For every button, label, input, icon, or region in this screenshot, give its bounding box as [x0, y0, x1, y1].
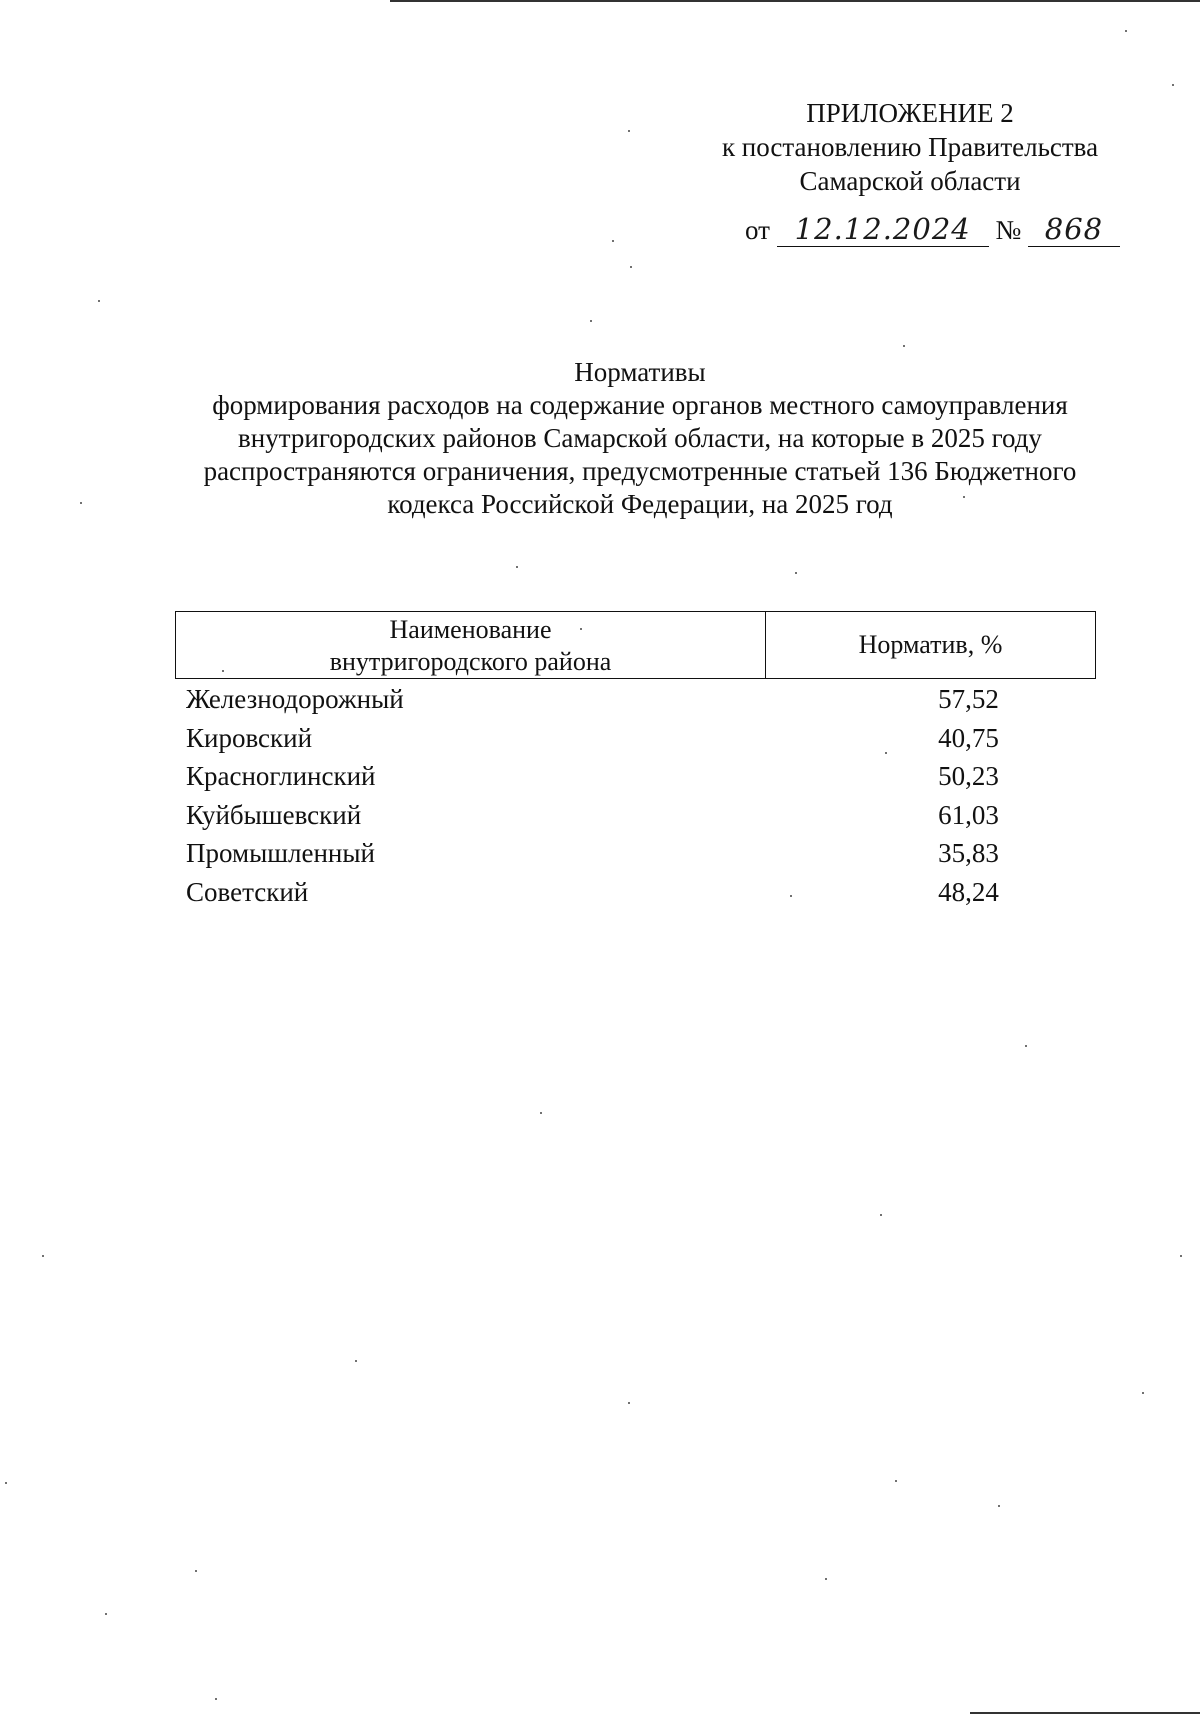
district-name: Кировский	[186, 722, 313, 753]
appendix-header	[680, 96, 1140, 198]
title-line: внутригородских районов Самарской области, на которые в 2025 году	[238, 423, 1042, 453]
district-name: Советский	[186, 876, 309, 907]
header-district-line2: внутригородского района	[329, 647, 612, 676]
table-row	[186, 873, 1096, 912]
district-name: Красноглинский	[186, 761, 376, 791]
document-title	[160, 356, 1120, 521]
title-line: кодекса Российской Федерации, на 2025 год	[387, 489, 893, 519]
title-heading: Нормативы	[574, 357, 706, 387]
header-district-line1: Наименование	[389, 615, 552, 644]
appendix-reference: к постановлению Правительства	[721, 132, 1099, 162]
norm-value: 48,24	[938, 876, 999, 907]
decree-date-line	[745, 210, 1120, 250]
table-row	[186, 834, 1096, 873]
decree-number-handwritten: 868	[1028, 212, 1120, 247]
table-row	[186, 796, 1096, 835]
district-name: Куйбышевский	[186, 799, 362, 830]
header-norm: Норматив, %	[858, 630, 1003, 659]
district-name: Промышленный	[186, 838, 375, 868]
norm-value: 57,52	[938, 684, 999, 714]
header-district-name	[176, 612, 766, 678]
decree-prefix: от	[745, 215, 770, 245]
table-row	[186, 757, 1096, 796]
scan-edge-line	[390, 0, 1200, 2]
title-line: распространяются ограничения, предусмотренные статьей 136 Бюджетного	[203, 456, 1077, 486]
appendix-region: Самарской области	[799, 166, 1021, 196]
norm-value: 50,23	[938, 761, 999, 791]
table-row	[186, 680, 1096, 719]
norm-value: 35,83	[938, 838, 999, 868]
table-body	[186, 680, 1096, 911]
table-row	[186, 719, 1096, 758]
norm-value: 61,03	[938, 799, 999, 830]
appendix-number: ПРИЛОЖЕНИЕ 2	[806, 98, 1014, 128]
table-header	[175, 611, 1096, 679]
scan-edge-line	[970, 1712, 1200, 1714]
district-name: Железнодорожный	[186, 684, 404, 714]
decree-date-handwritten: 12.12.2024	[777, 212, 989, 247]
norm-value: 40,75	[938, 722, 999, 753]
title-line: формирования расходов на содержание органов местного самоуправления	[212, 390, 1068, 420]
decree-number-sign: №	[995, 215, 1022, 245]
